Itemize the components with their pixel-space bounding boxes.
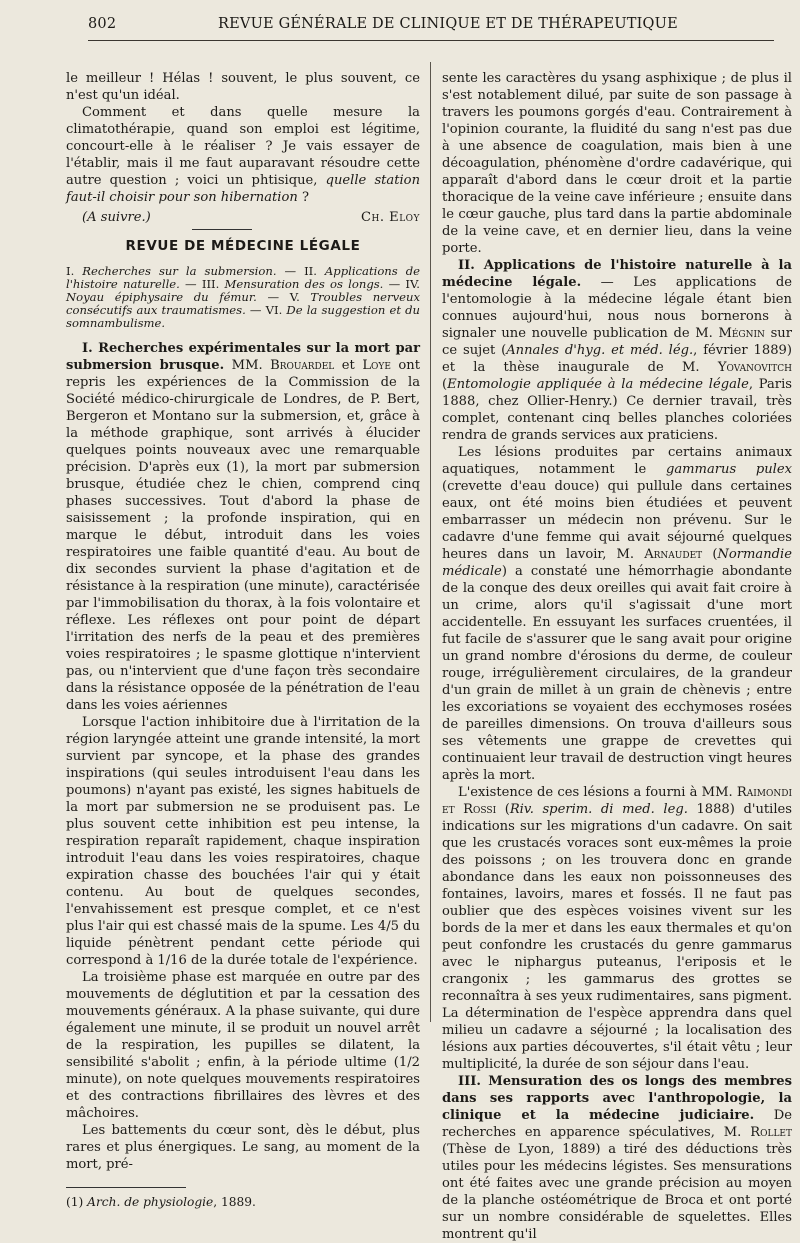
paragraph: L'existence de ces lésions a fourni à MM. Raimondi et Rossi (Riv. sperim. di med. leg. 1888) d'utiles indications sur les migrations d'un cadavre. On sait que les crustacés voraces sont eux-mêmes la proie des poissons ; on les trouvera donc en grande abondance dans les eaux non poissonneuses des fontaines, lavoirs, mares et fossés. Il ne faut pas oublier que des espèces voisines vivent sur les bords de la mer et dans les eaux thermales et qu'on peut confondre les crustacés du genre gammarus avec le niphargus puteanus, l'eriposis et le crangonix ; les gammarus des grottes se reconnaîtra à ses yeux rudimentaires, sans pigment. La détermination de l'espèce apprendra dans quel milieu un cadavre a séjourné ; la localisation des lésions aux parties découvertes, s'il était vêtu ; leur multiplicité, la durée de son séjour dans l'eau. bbox=[442, 785, 792, 1072]
article-signature bbox=[66, 209, 420, 226]
section-title: REVUE DE MÉDECINE LÉGALE bbox=[125, 238, 361, 254]
to-be-continued: (A suivre.) bbox=[82, 210, 151, 225]
summary-item-text: Applications de l'histoire naturelle. — bbox=[66, 264, 420, 291]
summary-item-text: Noyau épiphysaire du fémur. — bbox=[66, 290, 290, 304]
paragraph: le meilleur ! Hélas ! souvent, le plus souvent, ce n'est qu'un idéal. bbox=[66, 71, 420, 103]
paragraph: Les battements du cœur sont, dès le début, plus rares et plus énergiques. Le sang, au moment de la mort, pré- bbox=[66, 1123, 420, 1172]
summary-item-number: VI. bbox=[265, 303, 287, 317]
column-divider bbox=[430, 62, 431, 1022]
paragraph: Comment et dans quelle mesure la climatothérapie, quand son emploi est légitime, concourt-elle à le réaliser ? Je vais essayer de l'établir, mais il me faut auparavant résoudre cette autre question ; voici un phtisique, quelle station faut-il choisir pour son hibernation ? bbox=[66, 105, 420, 205]
summary-item-text: De la suggestion et du somnambulisme. bbox=[66, 303, 421, 330]
summary-item-number: II. bbox=[304, 264, 325, 278]
paragraph: III. Mensuration des os longs des membres dans ses rapports avec l'anthropologie, la clinique et la médecine judiciaire. De recherches en apparence spéculatives, M. Rollet (Thèse de Lyon, 1889) a tiré des déductions très utiles pour les médecins légistes. Ses mensurations ont été faites avec une grande précision au moyen de la planche ostéométrique de Broca et ont porté sur un nombre considérable de squelettes. Elles montrent qu'il bbox=[442, 1074, 792, 1242]
summary-item-text: Troubles nerveux consécutifs aux traumatismes. — bbox=[66, 290, 420, 317]
summary-item-number: V. bbox=[289, 290, 311, 304]
paragraph: I. Recherches expérimentales sur la mort par submersion brusque. MM. Brouardel et Loye ont repris les expériences de la Commission de la Société médico-chirurgicale de Londres, de P. Bert, Bergeron et Montano sur la submersion, et, grâce à la méthode graphique, sont arrivés à élucider quelques points nouveaux avec une remarquable précision. D'après eux (1), la mort par submersion brusque, étudiée chez le chien, comprend cinq phases successives. Tout d'abord la phase de saisissement ; la profonde inspiration, qui en marque le début, introduit dans les voies respiratoires une faible quantité d'eau. Au bout de dix secondes survient la phase d'agitation et de résistance à la respiration (une minute), caractérisée par l'immobilisation du thorax, à la fois volontaire et réflexe. Les réflexes ont pour point de départ l'irritation des nerfs de la peau et des premières voies respiratoires ; le spasme glottique n'intervient pas, ou n'intervient que d'une façon très secondaire dans la résistance opposée de la pénétration de l'eau dans les voies aériennes bbox=[66, 341, 420, 713]
paragraph: sente les caractères du ysang asphixique ; de plus il s'est notablement dilué, par suite de son passage à travers les poumons gorgés d'eau. Contrairement à l'opinion courante, la fluidité du sang n'est pas due à une absence de coagulation, mais bien à une décoagulation, phénomène d'ordre cadavérique, qui apparaît d'abord dans le cœur droit et la partie thoracique de la veine cave inférieure ; ensuite dans le cœur gauche, plus tard dans la partie abdominale de la veine cave, et en dernier lieu, dans la veine porte. bbox=[442, 71, 792, 256]
subsection-heading: II. Applications de l'histoire naturelle à la médecine légale. bbox=[442, 258, 792, 290]
paragraph: Les lésions produites par certains animaux aquatiques, notamment le gammarus pulex (crevette d'eau douce) qui pullule dans certaines eaux, ont été moins bien étudiées et peuvent embarrasser un médecin non prévenu. Sur le cadavre d'une femme qui avait séjourné quelques heures dans un lavoir, M. Arnaudet (Normandie médicale) a constaté une hémorrhagie abondante de la conque des deux oreilles qui avait fait croire à un crime, alors qu'il s'agissait d'une mort accidentelle. En essuyant les surfaces cruentées, il fut facile de s'assurer que le sang avait pour origine un grand nombre d'érosions du derme, de couleur rouge, irrégulièrement circulaires, de la grandeur d'un grain de millet à un grain de chènevis ; entre les excoriations se voyaient des ecchymoses rosées de pareilles dimensions. On trouva d'ailleurs sous ses vêtements une grappe de crevettes qui continuaient leur travail de destruction vingt heures après la mort. bbox=[442, 445, 793, 783]
summary-item-number: IV. bbox=[405, 277, 420, 291]
right-column bbox=[442, 70, 792, 1243]
summary-item-number: I. bbox=[66, 264, 83, 278]
paragraph: La troisième phase est marquée en outre par des mouvements de déglutition et par la cessation des mouvements généraux. A la phase suivante, qui dure également une minute, il se produit un nouvel arrêt de la respiration, les pupilles se dilatent, la sensibilité s'abolit ; enfin, à la période ultime (1/2 minute), on note quelques mouvements respiratoires et des contractions fibrillaires des lèvres et des mâchoires. bbox=[66, 970, 420, 1121]
footnote-rule bbox=[66, 1187, 186, 1188]
subsection-heading: I. Recherches expérimentales sur la mort par submersion brusque. bbox=[66, 341, 420, 373]
section-summary bbox=[66, 265, 420, 330]
left-column bbox=[66, 70, 420, 1211]
summary-item-number: III. bbox=[201, 277, 225, 291]
subsection-heading: III. Mensuration des os longs des membres dans ses rapports avec l'anthropologie, la clinique et la médecine judiciaire. bbox=[442, 1074, 792, 1123]
summary-item-text: Mensuration des os longs. — bbox=[224, 277, 406, 291]
paragraph: II. Applications de l'histoire naturelle à la médecine légale. — Les applications de l'entomologie à la médecine légale étant bien connues aujourd'hui, nous nous bornerons à signaler une nouvelle publication de M. Mégnin sur ce sujet (Annales d'hyg. et méd. lég., février 1889) et la thèse inaugurale de M. Yovanovitch (Entomologie appliquée à la médecine légale, Paris 1888, chez Ollier-Henry.) Ce dernier travail, très complet, contenant cinq belles planches coloriées rendra de grands services aux praticiens. bbox=[442, 258, 793, 443]
divider bbox=[192, 229, 252, 230]
running-title: REVUE GÉNÉRALE DE CLINIQUE ET DE THÉRAPEUTIQUE bbox=[218, 16, 678, 32]
page-number: 802 bbox=[88, 16, 117, 32]
paragraph: Lorsque l'action inhibitoire due à l'irritation de la région laryngée atteint une grande intensité, la mort survient par syncope, et la phase des grandes inspirations (qui seules introduisent l'eau dans les poumons) n'ayant pas existé, les signes habituels de la mort par submersion ne se produisent pas. Le plus souvent cette inhibition est peu intense, la respiration reparaît rapidement, chaque inspiration introduit l'eau dans les voies respiratoires, chaque expiration chasse des bouchées l'air qui y était contenu. Au bout de quelques secondes, l'envahissement est presque complet, et ce n'est plus l'air qui est chassé mais de la spume. Les 4/5 du liquide pénètrent pendant cette période qui correspond à 1/16 de la durée totale de l'expérience. bbox=[66, 715, 420, 968]
summary-item-text: Recherches sur la submersion. — bbox=[82, 264, 305, 278]
author-name: Ch. Eloy bbox=[360, 210, 420, 225]
running-header bbox=[88, 14, 774, 41]
footnote: (1) Arch. de physiologie, 1889. bbox=[66, 1195, 256, 1209]
